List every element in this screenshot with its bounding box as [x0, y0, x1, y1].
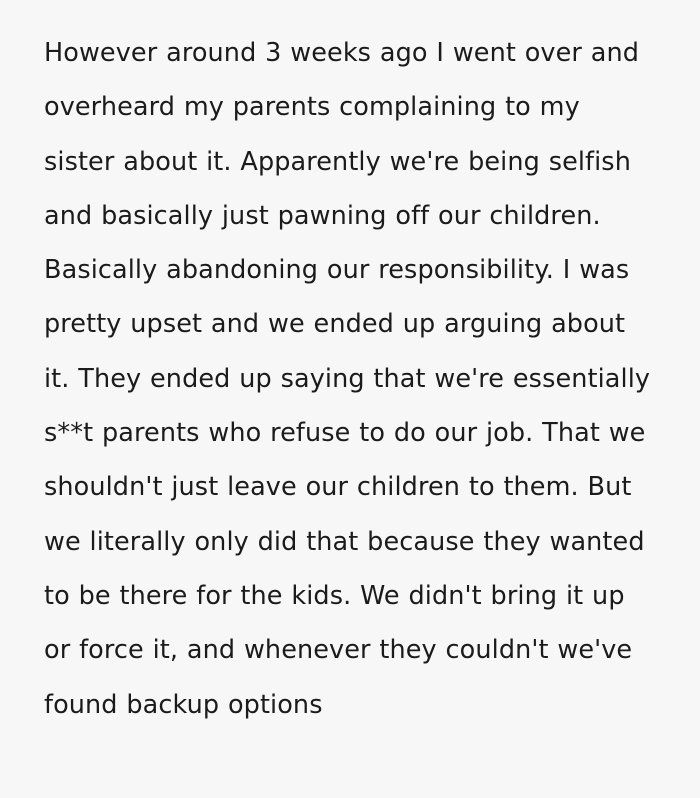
story-paragraph: However around 3 weeks ago I went over and overheard my parents complaining to my sister about it. Apparently we're being selfish and basically just pawning off our children. Basically abandoning our responsibility. I was pretty upset and we ended up arguing about it. They ended up saying that we're essentially s**t parents who refuse to do our job. That we shouldn't just leave our children to them. But we literally only did that because they wanted to be there for the kids. We didn't bring it up or force it, and whenever they couldn't we've found backup options	[44, 38, 659, 720]
